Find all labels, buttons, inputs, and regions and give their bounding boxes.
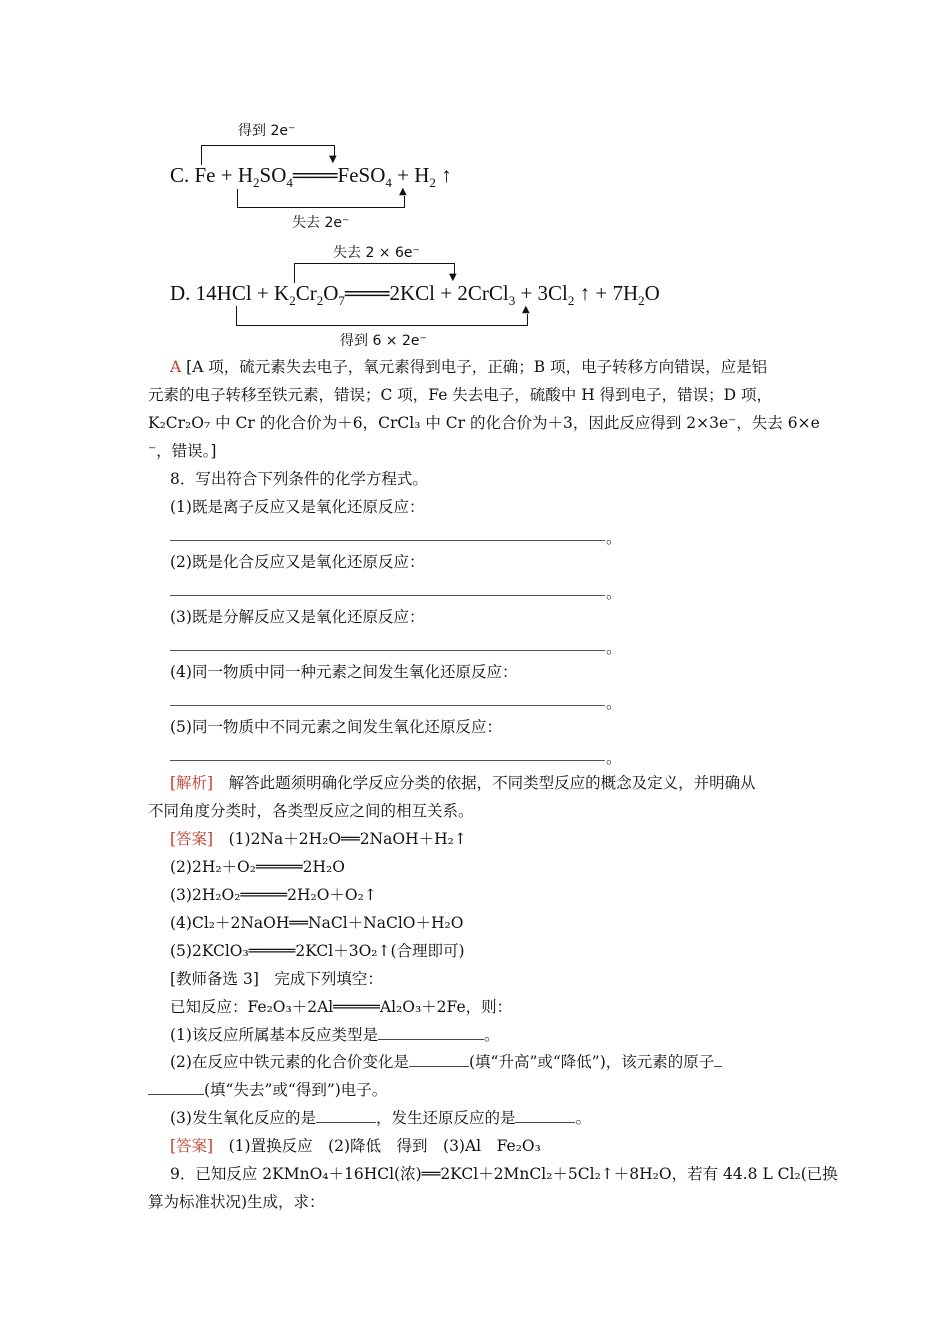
gain-electrons-label: 得到 2e⁻ bbox=[238, 123, 296, 139]
given-reaction: 已知反应：Fe₂O₃＋2Al═════Al₂O₃＋2Fe，则： bbox=[170, 998, 513, 1016]
fill-question bbox=[170, 1108, 591, 1128]
bracket-line bbox=[201, 145, 335, 146]
question-item: (2)既是化合反应又是氧化还原反应： bbox=[170, 553, 425, 571]
question-item: (1)既是离子反应又是氧化还原反应： bbox=[170, 498, 425, 516]
question-9-line: 算为标准状况)生成，求： bbox=[148, 1193, 325, 1211]
bracket-line bbox=[201, 145, 202, 165]
lose-electrons-label: 失去 2 × 6e⁻ bbox=[333, 245, 420, 261]
answer-line: (5)2KClO₃═════2KCl＋3O₂↑(合理即可) bbox=[170, 942, 465, 960]
bracket-line bbox=[236, 306, 237, 326]
gain-electrons-label: 得到 6 × 2e⁻ bbox=[340, 333, 427, 349]
analysis-tag: [解析] bbox=[170, 774, 214, 792]
equation-d bbox=[170, 281, 660, 309]
period-mark: 。 bbox=[483, 1026, 500, 1044]
question-item: (4)同一物质中同一种元素之间发生氧化还原反应： bbox=[170, 663, 518, 681]
eq-sub: 4 bbox=[286, 175, 293, 191]
explanation-text: [A 项，硫元素失去电子，氧元素得到电子，正确；B 项，电子转移方向错误，应是铝 bbox=[186, 358, 768, 376]
question-9-line: 9．已知反应 2KMnO₄＋16HCl(浓)══2KCl＋2MnCl₂＋5Cl₂↑＋8H₂O，若有 44.8 L Cl₂(已换 bbox=[170, 1165, 838, 1183]
arrow-up-icon: ▲ bbox=[399, 186, 407, 197]
arrow-down-icon: ▼ bbox=[449, 272, 457, 283]
fill-blank[interactable] bbox=[515, 1122, 575, 1123]
answer-blank-line[interactable] bbox=[170, 595, 605, 596]
answer-letter: A bbox=[170, 358, 182, 376]
question-text: (填“升高”或“降低”)，该元素的原子 bbox=[468, 1053, 715, 1071]
bracket-line bbox=[294, 263, 295, 283]
arrow-down-icon: ▼ bbox=[329, 154, 337, 165]
eq-sub: 2 bbox=[316, 293, 324, 309]
bracket-line bbox=[237, 189, 238, 208]
explanation-line bbox=[170, 357, 767, 377]
arrow-up-icon: ▲ bbox=[522, 304, 530, 315]
bracket-line bbox=[237, 207, 405, 208]
explanation-line: ⁻，错误。] bbox=[148, 442, 217, 460]
bracket-line bbox=[294, 263, 455, 264]
period-mark: 。 bbox=[606, 694, 622, 712]
analysis-line bbox=[170, 773, 756, 793]
question-text: (3)发生氧化反应的是 bbox=[170, 1109, 316, 1127]
fill-blank[interactable] bbox=[378, 1039, 484, 1040]
answer-line: (3)2H₂O₂═════2H₂O＋O₂↑ bbox=[170, 886, 377, 904]
answer-tag: [答案] bbox=[170, 1137, 214, 1155]
answer-blank-line[interactable] bbox=[170, 705, 605, 706]
eq-text: 2KCl + 2CrCl bbox=[389, 281, 509, 305]
equation-c bbox=[170, 163, 452, 191]
question-text: (1)该反应所属基本反应类型是 bbox=[170, 1026, 378, 1044]
answer-line: (4)Cl₂＋2NaOH══NaCl＋NaClO＋H₂O bbox=[170, 914, 464, 932]
answer-line: (2)2H₂＋O₂═════2H₂O bbox=[170, 858, 345, 876]
eq-text: + 3Cl bbox=[515, 281, 568, 305]
eq-text: C. Fe + H bbox=[170, 163, 254, 187]
fill-question bbox=[170, 1025, 499, 1045]
answer-line bbox=[170, 829, 467, 849]
fill-blank[interactable] bbox=[714, 1066, 722, 1067]
answer-blank-line[interactable] bbox=[170, 760, 605, 761]
answer-line bbox=[170, 1136, 541, 1156]
fill-blank[interactable] bbox=[148, 1094, 204, 1095]
lose-electrons-label: 失去 2e⁻ bbox=[292, 215, 350, 231]
bracket-line bbox=[527, 314, 528, 326]
eq-sub: 3 bbox=[508, 293, 516, 309]
question-text: (2)在反应中铁元素的化合价变化是 bbox=[170, 1053, 409, 1071]
period-mark: 。 bbox=[606, 749, 622, 767]
fill-question bbox=[148, 1080, 387, 1100]
eq-text: O bbox=[644, 281, 660, 305]
eq-sign: ═══ bbox=[292, 163, 338, 187]
question-item: (5)同一物质中不同元素之间发生氧化还原反应： bbox=[170, 718, 502, 736]
bracket-line bbox=[236, 325, 528, 326]
teacher-option-title: [教师备选 3] 完成下列填空： bbox=[170, 970, 383, 988]
period-mark: 。 bbox=[606, 584, 622, 602]
eq-sub: 4 bbox=[385, 175, 392, 191]
analysis-line: 不同角度分类时，各类型反应之间的相互关系。 bbox=[148, 802, 474, 820]
answer-blank-line[interactable] bbox=[170, 650, 605, 651]
answer-blank-line[interactable] bbox=[170, 540, 605, 541]
gas-arrow: ↑ bbox=[435, 163, 452, 187]
fill-blank[interactable] bbox=[316, 1122, 376, 1123]
question-item: (3)既是分解反应又是氧化还原反应： bbox=[170, 608, 425, 626]
question-title: 8．写出符合下列条件的化学方程式。 bbox=[170, 470, 428, 488]
eq-text: + H bbox=[391, 163, 430, 187]
fill-question bbox=[170, 1052, 722, 1072]
period-mark: 。 bbox=[606, 639, 622, 657]
eq-sign: ═══ bbox=[344, 281, 390, 305]
answer-text: (1)2Na＋2H₂O══2NaOH＋H₂↑ bbox=[213, 830, 467, 848]
explanation-line: 元素的电子转移至铁元素，错误；C 项，Fe 失去电子，硫酸中 H 得到电子，错误；D 项， bbox=[148, 386, 773, 404]
eq-text: SO bbox=[259, 163, 287, 187]
eq-text: O bbox=[323, 281, 339, 305]
eq-text: Cr bbox=[295, 281, 317, 305]
eq-sub: 2 bbox=[429, 175, 436, 191]
eq-sub: 2 bbox=[289, 293, 296, 309]
eq-sub: 2 bbox=[253, 175, 260, 191]
answer-tag: [答案] bbox=[170, 830, 214, 848]
period-mark: 。 bbox=[575, 1109, 591, 1127]
analysis-text: 解答此题须明确化学反应分类的依据，不同类型反应的概念及定义，并明确从 bbox=[213, 774, 756, 792]
eq-text: ↑ + 7H bbox=[574, 281, 639, 305]
bracket-line bbox=[404, 196, 405, 208]
explanation-line: K₂Cr₂O₇ 中 Cr 的化合价为＋6，CrCl₃ 中 Cr 的化合价为＋3，因此反应得到 2×3e⁻，失去 6×e bbox=[148, 414, 820, 432]
question-text: (填“失去”或“得到”)电子。 bbox=[204, 1081, 388, 1099]
answer-text: (1)置换反应 (2)降低 得到 (3)Al Fe₂O₃ bbox=[213, 1137, 541, 1155]
eq-text: D. 14HCl + K bbox=[170, 281, 290, 305]
eq-sub: 2 bbox=[638, 293, 645, 309]
eq-sub: 7 bbox=[338, 293, 345, 309]
eq-sub: 2 bbox=[567, 293, 575, 309]
fill-blank[interactable] bbox=[409, 1066, 469, 1067]
question-text: ，发生还原反应的是 bbox=[375, 1109, 516, 1127]
eq-text: FeSO bbox=[337, 163, 386, 187]
period-mark: 。 bbox=[606, 529, 622, 547]
